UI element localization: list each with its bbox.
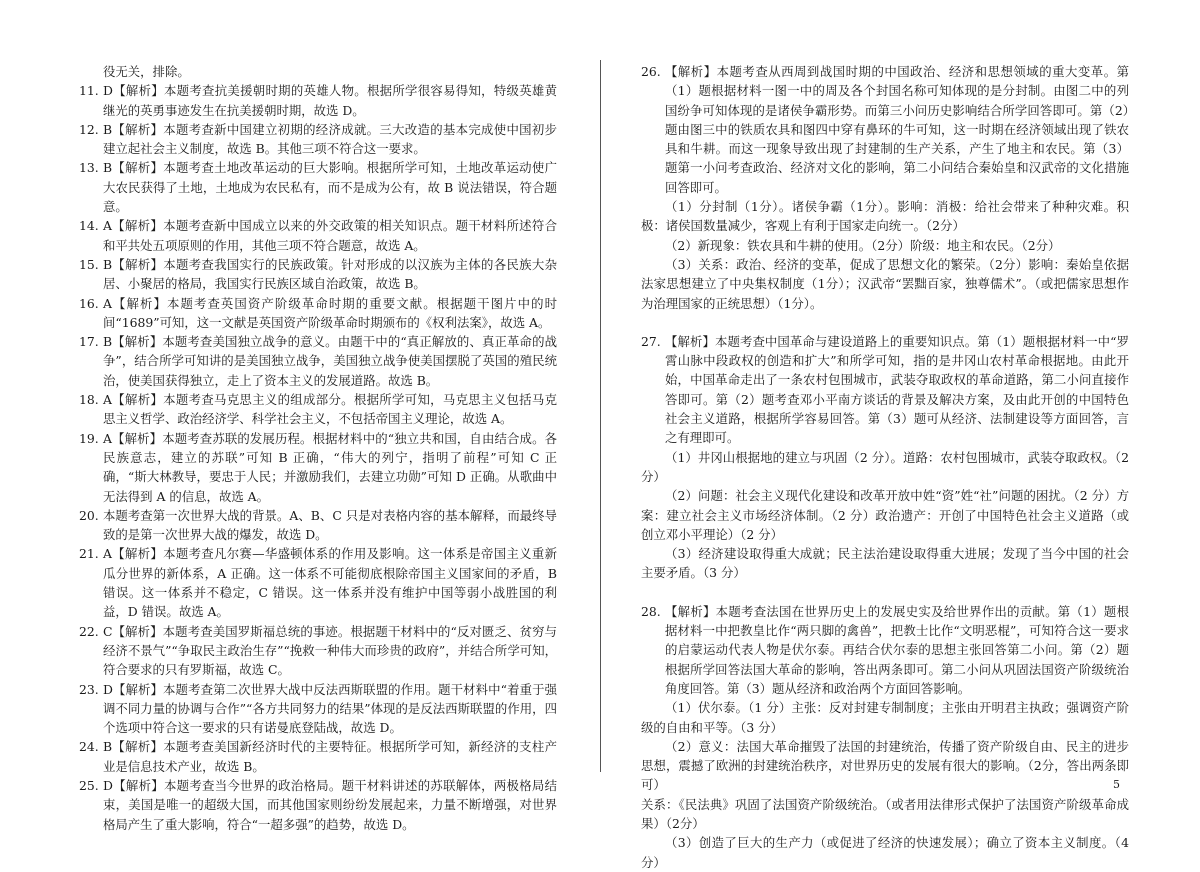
question-number: 14. (79, 218, 99, 234)
answer-item (79, 429, 557, 506)
question-number: 11. (79, 83, 99, 99)
analysis-text: 【解析】本题考查中国革命与建设道路上的重要知识点。第（1）题根据材料一中“罗霄山脉中段政权的创造和扩大”和所学可知，指的是井冈山农村革命根据地。由此开始，中国革命走出了一条农村包围城市，武装夺取政权的革命道路，第二小问直接作答即可。第（2）题考查邓小平南方谈话的背景及解决方案，及由此开创的中国特色社会主义道路，根据所学容易回答。第（3）题可从经济、法制建设等方面回答，言之有理即可。 (665, 333, 1129, 446)
answer-line: （3）经济建设取得重大成就；民主法治建设取得重大进展；发现了当今中国的社会主要矛盾。（3 分） (641, 546, 1129, 581)
answer-line: （1）伏尔泰。（1 分）主张：反对封建专制制度；主张由开明君主执政；强调资产阶级的自由和平等。（3 分） (641, 700, 1129, 735)
answer-item (79, 216, 557, 255)
answer-item (79, 332, 557, 390)
right-column (641, 62, 1129, 872)
question-number: 26. (641, 64, 661, 79)
answer-item (79, 81, 557, 120)
answer-line: （1）井冈山根据地的建立与巩固（2 分）。道路：农村包围城市，武装夺取政权。（2 分） (641, 449, 1129, 484)
answer-line: （1）分封制（1分）。诸侯争霸（1分）。影响：消极：给社会带来了种种灾难。积极：诸侯国数量减少，客观上有利于国家走向统一。（2分） (641, 199, 1129, 234)
analysis-text: B【解析】本题考查美国独立战争的意义。由题干中的“真正解放的、真正革命的战争”，结合所学可知讲的是美国独立战争，美国独立战争使美国摆脱了英国的殖民统治，使美国获得独立，走上了资本主义的发展道路。故选 B。 (103, 334, 557, 388)
question-number: 17. (79, 334, 99, 350)
answer-line: （2）意义：法国大革命摧毁了法国的封建统治，传播了资产阶级自由、民主的进步思想，震撼了欧洲的封建统治秩序，对世界历史的发展有很大的影响。（2分，答出两条即可） (641, 738, 1129, 793)
answer-line: （3）关系：政治、经济的变革，促成了思想文化的繁荣。（2分）影响：秦始皇依据法家思想建立了中央集权制度（1分）；汉武帝“罢黜百家，独尊儒术”。（或把儒家思想作为治理国家的正统思想）（1分）。 (641, 256, 1129, 311)
analysis-text: 【解析】本题考查法国在世界历史上的发展史实及给世界作出的贡献。第（1）题根据材料一中把教皇比作“两只脚的禽兽”，把教士比作“文明恶棍”，可知符合这一要求的启蒙运动代表人物是伏尔泰。再结合伏尔泰的思想主张回答第二小问。第（2）题根据所学回答法国大革命的影响，答出两条即可。第二小问从巩固法国资产阶级统治角度回答。第（3）题从经济和政治两个方面回答影响。 (665, 603, 1129, 696)
answer-item (79, 158, 557, 216)
question-number: 25. (79, 777, 99, 793)
analysis-text: B【解析】本题考查新中国建立初期的经济成就。三大改造的基本完成使中国初步建立起社会主义制度，故选 B。其他三项不符合这一要求。 (103, 121, 557, 157)
analysis-text: B【解析】本题考查土地改革运动的巨大影响。根据所学可知，土地改革运动使广大农民获得了土地，土地成为农民私有，而不是成为公有，故 B 说法错误，符合题意。 (103, 160, 557, 215)
answer-line: （3）创造了巨大的生产力（或促进了经济的快速发展）；确立了资本主义制度。（4 分） (641, 835, 1129, 870)
question-26 (641, 62, 1129, 197)
analysis-text: D【解析】本题考查当今世界的政治格局。题干材料讲述的苏联解体，两极格局结束，美国是唯一的超级大国，而其他国家则纷纷发展起来，力量不断增强，对世界格局产生了重大影响，符合“一超多强”的趋势，故选 D。 (103, 777, 557, 832)
question-number: 22. (79, 623, 99, 639)
question-number: 12. (79, 121, 99, 137)
answer-item (79, 294, 557, 333)
analysis-text: A【解析】本题考查英国资产阶级革命时期的重要文献。根据题干图片中的时间“1689”可知，这一文献是英国资产阶级革命时期颁布的《权利法案》，故选 A。 (103, 295, 557, 330)
analysis-text: 【解析】本题考查从西周到战国时期的中国政治、经济和思想领域的重大变革。第（1）题根据材料一图一中的周及各个封国名称可知体现的是分封制。由图二中的列国纷争可知体现的是诸侯争霸形势。而第三小问历史影响结合所学回答即可。第（2）题由图三中的铁质农具和图四中穿有鼻环的牛可知，这一时期在经济领域出现了铁农具和牛耕。而这一现象导致出现了封建制的生产关系，产生了地主和农民。第（3）题第一小问考查政治、经济对文化的影响，第二小问结合秦始皇和汉武帝的文化措施回答即可。 (665, 64, 1129, 195)
question-number: 19. (79, 430, 99, 446)
answer-item (79, 120, 557, 159)
answer-line: （2）问题：社会主义现代化建设和改革开放中姓“资”姓“社”问题的困扰。（2 分）方案：建立社会主义市场经济体制。（2 分）政治遗产：开创了中国特色社会主义道路（或创立邓小平理论）（2 分） (641, 488, 1129, 542)
question-number: 16. (79, 295, 99, 311)
page-number: 5 (1113, 778, 1120, 791)
question-number: 18. (79, 392, 99, 408)
question-number: 28. (641, 603, 661, 619)
question-number: 23. (79, 681, 99, 697)
analysis-text: C【解析】本题考查美国罗斯福总统的事迹。根据题干材料中的“反对匮乏、贫穷与经济不景气”“争取民主政治生存”“挽救一种伟大而珍贵的政府”，并结合所学可知，符合要求的只有罗斯福，故选 C。 (103, 623, 557, 678)
question-number: 15. (79, 256, 99, 272)
analysis-text: A【解析】本题考查新中国成立以来的外交政策的相关知识点。题干材料所述符合和平共处五项原则的作用，其他三项不符合题意，故选 A。 (103, 218, 557, 253)
question-number: 21. (79, 546, 99, 562)
question-number: 20. (79, 507, 99, 523)
left-column (79, 62, 557, 834)
answer-item (79, 776, 557, 834)
analysis-text: A【解析】本题考查苏联的发展历程。根据材料中的“独立共和国，自由结合成。各民族意志，建立的苏联”可知 B 正确，“伟大的列宁，指明了前程”可知 C 正确，“斯大林教导，要忠于人民；并激励我们，去建立功勋”可知 D 正确。从歌曲中无法得到 A 的信息，故选 A。 (103, 430, 557, 504)
answer-item (79, 390, 557, 429)
question-27 (641, 332, 1129, 448)
analysis-text: B【解析】本题考查美国新经济时代的主要特征。根据所学可知，新经济的支柱产业是信息技术产业，故选 B。 (103, 739, 557, 774)
question-number: 27. (641, 333, 661, 349)
analysis-text: A【解析】本题考查马克思主义的组成部分。根据所学可知，马克思主义包括马克思主义哲学、政治经济学、科学社会主义，不包括帝国主义理论，故选 A。 (103, 392, 557, 427)
column-divider (600, 60, 601, 772)
answer-item (79, 622, 557, 680)
analysis-text: D【解析】本题考查第二次世界大战中反法西斯联盟的作用。题干材料中“着重于强调不同力量的协调与合作”“各方共同努力的结果”体现的是反法西斯联盟的作用，四个选项中符合这一要求的只有诺曼底登陆战，故选 D。 (103, 681, 557, 736)
analysis-text: D【解析】本题考查抗美援朝时期的英雄人物。根据所学很容易得知，特级英雄黄继光的英勇事迹发生在抗美援朝时期，故选 D。 (103, 83, 557, 118)
answer-item (79, 544, 557, 621)
answer-item (79, 506, 557, 545)
answer-list (79, 81, 557, 834)
analysis-text: 本题考查第一次世界大战的背景。A、B、C 只是对表格内容的基本解释，而最终导致的是第一次世界大战的爆发，故选 D。 (103, 507, 557, 543)
answer-line: 关系：《民法典》巩固了法国资产阶级统治。（或者用法律形式保护了法国资产阶级革命成果）（2分） (641, 796, 1129, 831)
question-number: 24. (79, 739, 99, 755)
analysis-text: A【解析】本题考查凡尔赛—华盛顿体系的作用及影响。这一体系是帝国主义重新瓜分世界的新体系，A 正确。这一体系不可能彻底根除帝国主义国家间的矛盾，B 错误。这一体系并不稳定，C 错误。这一体系并没有维护中国等弱小战胜国的利益，D 错误。故选 A。 (103, 546, 557, 620)
answer-item (79, 737, 557, 776)
question-28 (641, 602, 1129, 698)
continuation-text: 役无关，排除。 (103, 64, 190, 79)
analysis-text: B【解析】本题考查我国实行的民族政策。针对形成的以汉族为主体的各民族大杂居、小聚居的格局，我国实行民族区域自治政策，故选 B。 (103, 256, 557, 292)
answer-item (79, 255, 557, 294)
answer-line: （2）新现象：铁农具和牛耕的使用。（2分）阶级：地主和农民。（2分） (665, 237, 1061, 253)
answer-item (79, 680, 557, 738)
question-number: 13. (79, 160, 99, 176)
